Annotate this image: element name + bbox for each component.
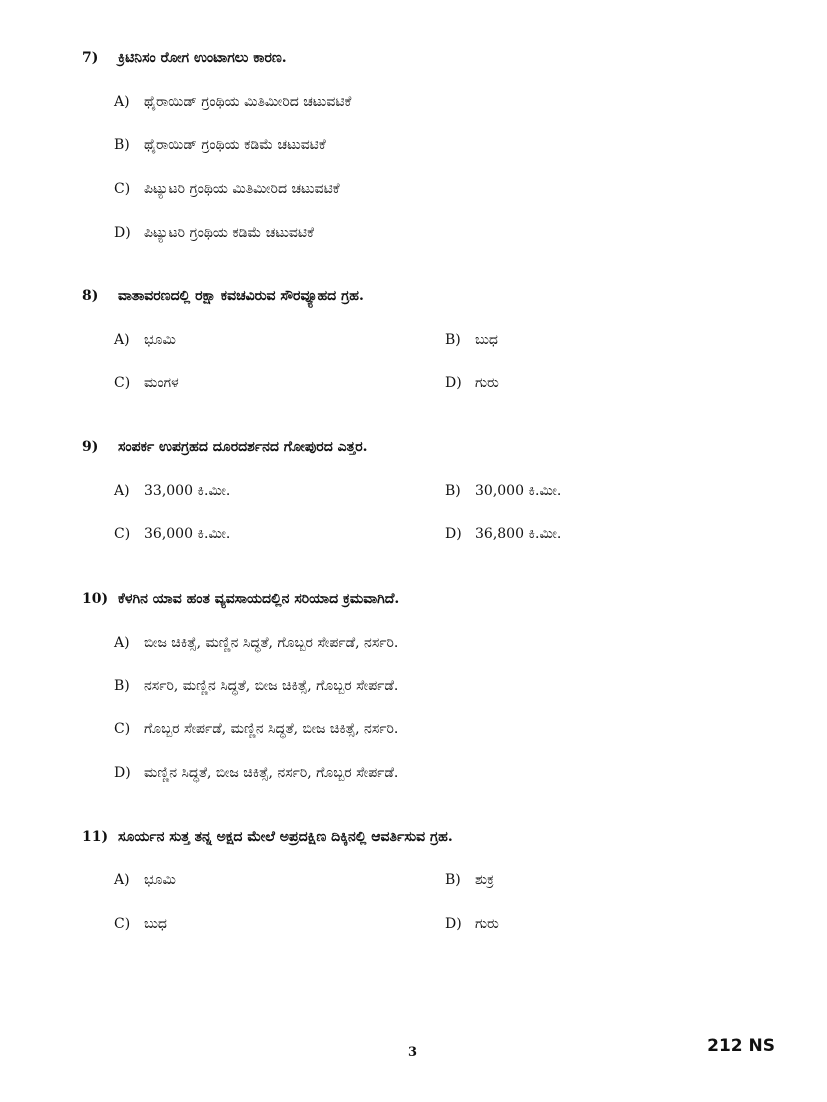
option-11d[interactable] [445,916,499,932]
paper-code: 212 NS [707,1036,775,1056]
option-text: ಗುರು [475,916,499,932]
option-8c[interactable] [114,375,179,391]
question-number: 7) [82,50,99,66]
question-text: ಕ್ರಿಟಿನಿಸಂ ರೋಗ ಉಂಟಾಗಲು ಕಾರಣ. [118,50,287,66]
option-9b[interactable] [445,483,561,499]
option-label: C) [114,721,131,737]
option-10c[interactable] [114,721,398,737]
option-8a[interactable] [114,332,176,348]
option-label: D) [114,765,131,781]
option-text: ಪಿಟ್ಯುಟರಿ ಗ್ರಂಥಿಯ ಕಡಿಮೆ ಚಟುವಟಿಕೆ [144,225,314,241]
option-text: ಪಿಟ್ಯುಟರಿ ಗ್ರಂಥಿಯ ಮಿತಿಮೀರಿದ ಚಟುವಟಿಕೆ [144,181,340,197]
option-11b[interactable] [445,872,494,888]
option-label: A) [114,94,130,110]
option-8b[interactable] [445,332,498,348]
option-text: ನರ್ಸರಿ, ಮಣ್ಣಿನ ಸಿದ್ಧತೆ, ಬೀಜ ಚಿಕಿತ್ಸೆ, ಗೊಬ್ಬರ ಸೇರ್ಪಡೆ. [144,678,399,694]
option-8d[interactable] [445,375,499,391]
option-text: 33,000 ಕಿ.ಮೀ. [144,483,231,499]
question-7 [82,50,287,66]
option-text: ಮಣ್ಣಿನ ಸಿದ್ಧತೆ, ಬೀಜ ಚಿಕಿತ್ಸೆ, ನರ್ಸರಿ, ಗೊಬ್ಬರ ಸೇರ್ಪಡೆ. [144,765,399,781]
option-11a[interactable] [114,872,176,888]
option-label: A) [114,483,130,499]
option-label: D) [445,526,462,542]
option-text: ಬುಧ [144,916,167,932]
option-text: ಶುಕ್ರ [475,872,495,888]
option-label: C) [114,526,131,542]
page-number: 3 [408,1045,418,1060]
option-9c[interactable] [114,526,230,542]
question-number: 10) [82,591,109,607]
option-text: ಗುರು [475,375,499,391]
option-text: ಥೈರಾಯಿಡ್ ಗ್ರಂಥಿಯ ಮಿತಿಮೀರಿದ ಚಟುವಟಿಕೆ [144,94,352,110]
option-label: D) [445,375,462,391]
option-text: ಬುಧ [475,332,498,348]
option-10d[interactable] [114,765,398,781]
option-label: B) [114,678,130,694]
option-text: 36,000 ಕಿ.ಮೀ. [144,526,231,542]
question-text: ಸಂಪರ್ಕ ಉಪಗ್ರಹದ ದೂರದರ್ಶನದ ಗೋಪುರದ ಎತ್ತರ. [118,439,368,455]
option-label: D) [445,916,462,932]
option-9a[interactable] [114,483,230,499]
option-7d[interactable] [114,225,314,241]
option-text: ಗೊಬ್ಬರ ಸೇರ್ಪಡೆ, ಮಣ್ಣಿನ ಸಿದ್ಧತೆ, ಬೀಜ ಚಿಕಿತ್ಸೆ, ನರ್ಸರಿ. [144,721,399,737]
question-text: ಕೆಳಗಿನ ಯಾವ ಹಂತ ವ್ಯವಸಾಯದಲ್ಲಿನ ಸರಿಯಾದ ಕ್ರಮವಾಗಿದೆ. [118,591,400,607]
question-number: 8) [82,288,99,304]
option-9d[interactable] [445,526,561,542]
option-label: A) [114,872,130,888]
option-7b[interactable] [114,137,326,153]
option-11c[interactable] [114,916,167,932]
question-number: 9) [82,439,99,455]
question-text: ವಾತಾವರಣದಲ್ಲಿ ರಕ್ಷಾ ಕವಚವಿರುವ ಸೌರವ್ಯೂಹದ ಗ್ರಹ. [118,288,364,304]
option-label: B) [114,137,130,153]
option-label: A) [114,332,130,348]
option-text: 36,800 ಕಿ.ಮೀ. [475,526,562,542]
option-7a[interactable] [114,94,351,110]
option-text: 30,000 ಕಿ.ಮೀ. [475,483,562,499]
option-text: ಭೂಮಿ [144,332,176,348]
option-10b[interactable] [114,678,398,694]
option-text: ಮಂಗಳ [144,375,179,391]
option-text: ಭೂಮಿ [144,872,176,888]
option-label: C) [114,375,131,391]
option-label: B) [445,332,461,348]
question-number: 11) [82,829,109,845]
option-label: A) [114,635,130,651]
option-label: B) [445,872,461,888]
question-9 [82,439,368,455]
option-label: C) [114,916,131,932]
option-7c[interactable] [114,181,340,197]
option-label: D) [114,225,131,241]
option-10a[interactable] [114,635,398,651]
option-label: C) [114,181,131,197]
question-8 [82,288,364,304]
option-text: ಥೈರಾಯಿಡ್ ಗ್ರಂಥಿಯ ಕಡಿಮೆ ಚಟುವಟಿಕೆ [144,137,326,153]
option-text: ಬೀಜ ಚಿಕಿತ್ಸೆ, ಮಣ್ಣಿನ ಸಿದ್ಧತೆ, ಗೊಬ್ಬರ ಸೇರ್ಪಡೆ, ನರ್ಸರಿ. [144,635,399,651]
option-label: B) [445,483,461,499]
question-text: ಸೂರ್ಯನ ಸುತ್ತ ತನ್ನ ಅಕ್ಷದ ಮೇಲೆ ಅಪ್ರದಕ್ಷಿಣ ದಿಕ್ಕಿನಲ್ಲಿ ಆವರ್ತಿಸುವ ಗ್ರಹ. [118,829,453,845]
question-11 [82,829,453,845]
question-10 [82,591,399,607]
